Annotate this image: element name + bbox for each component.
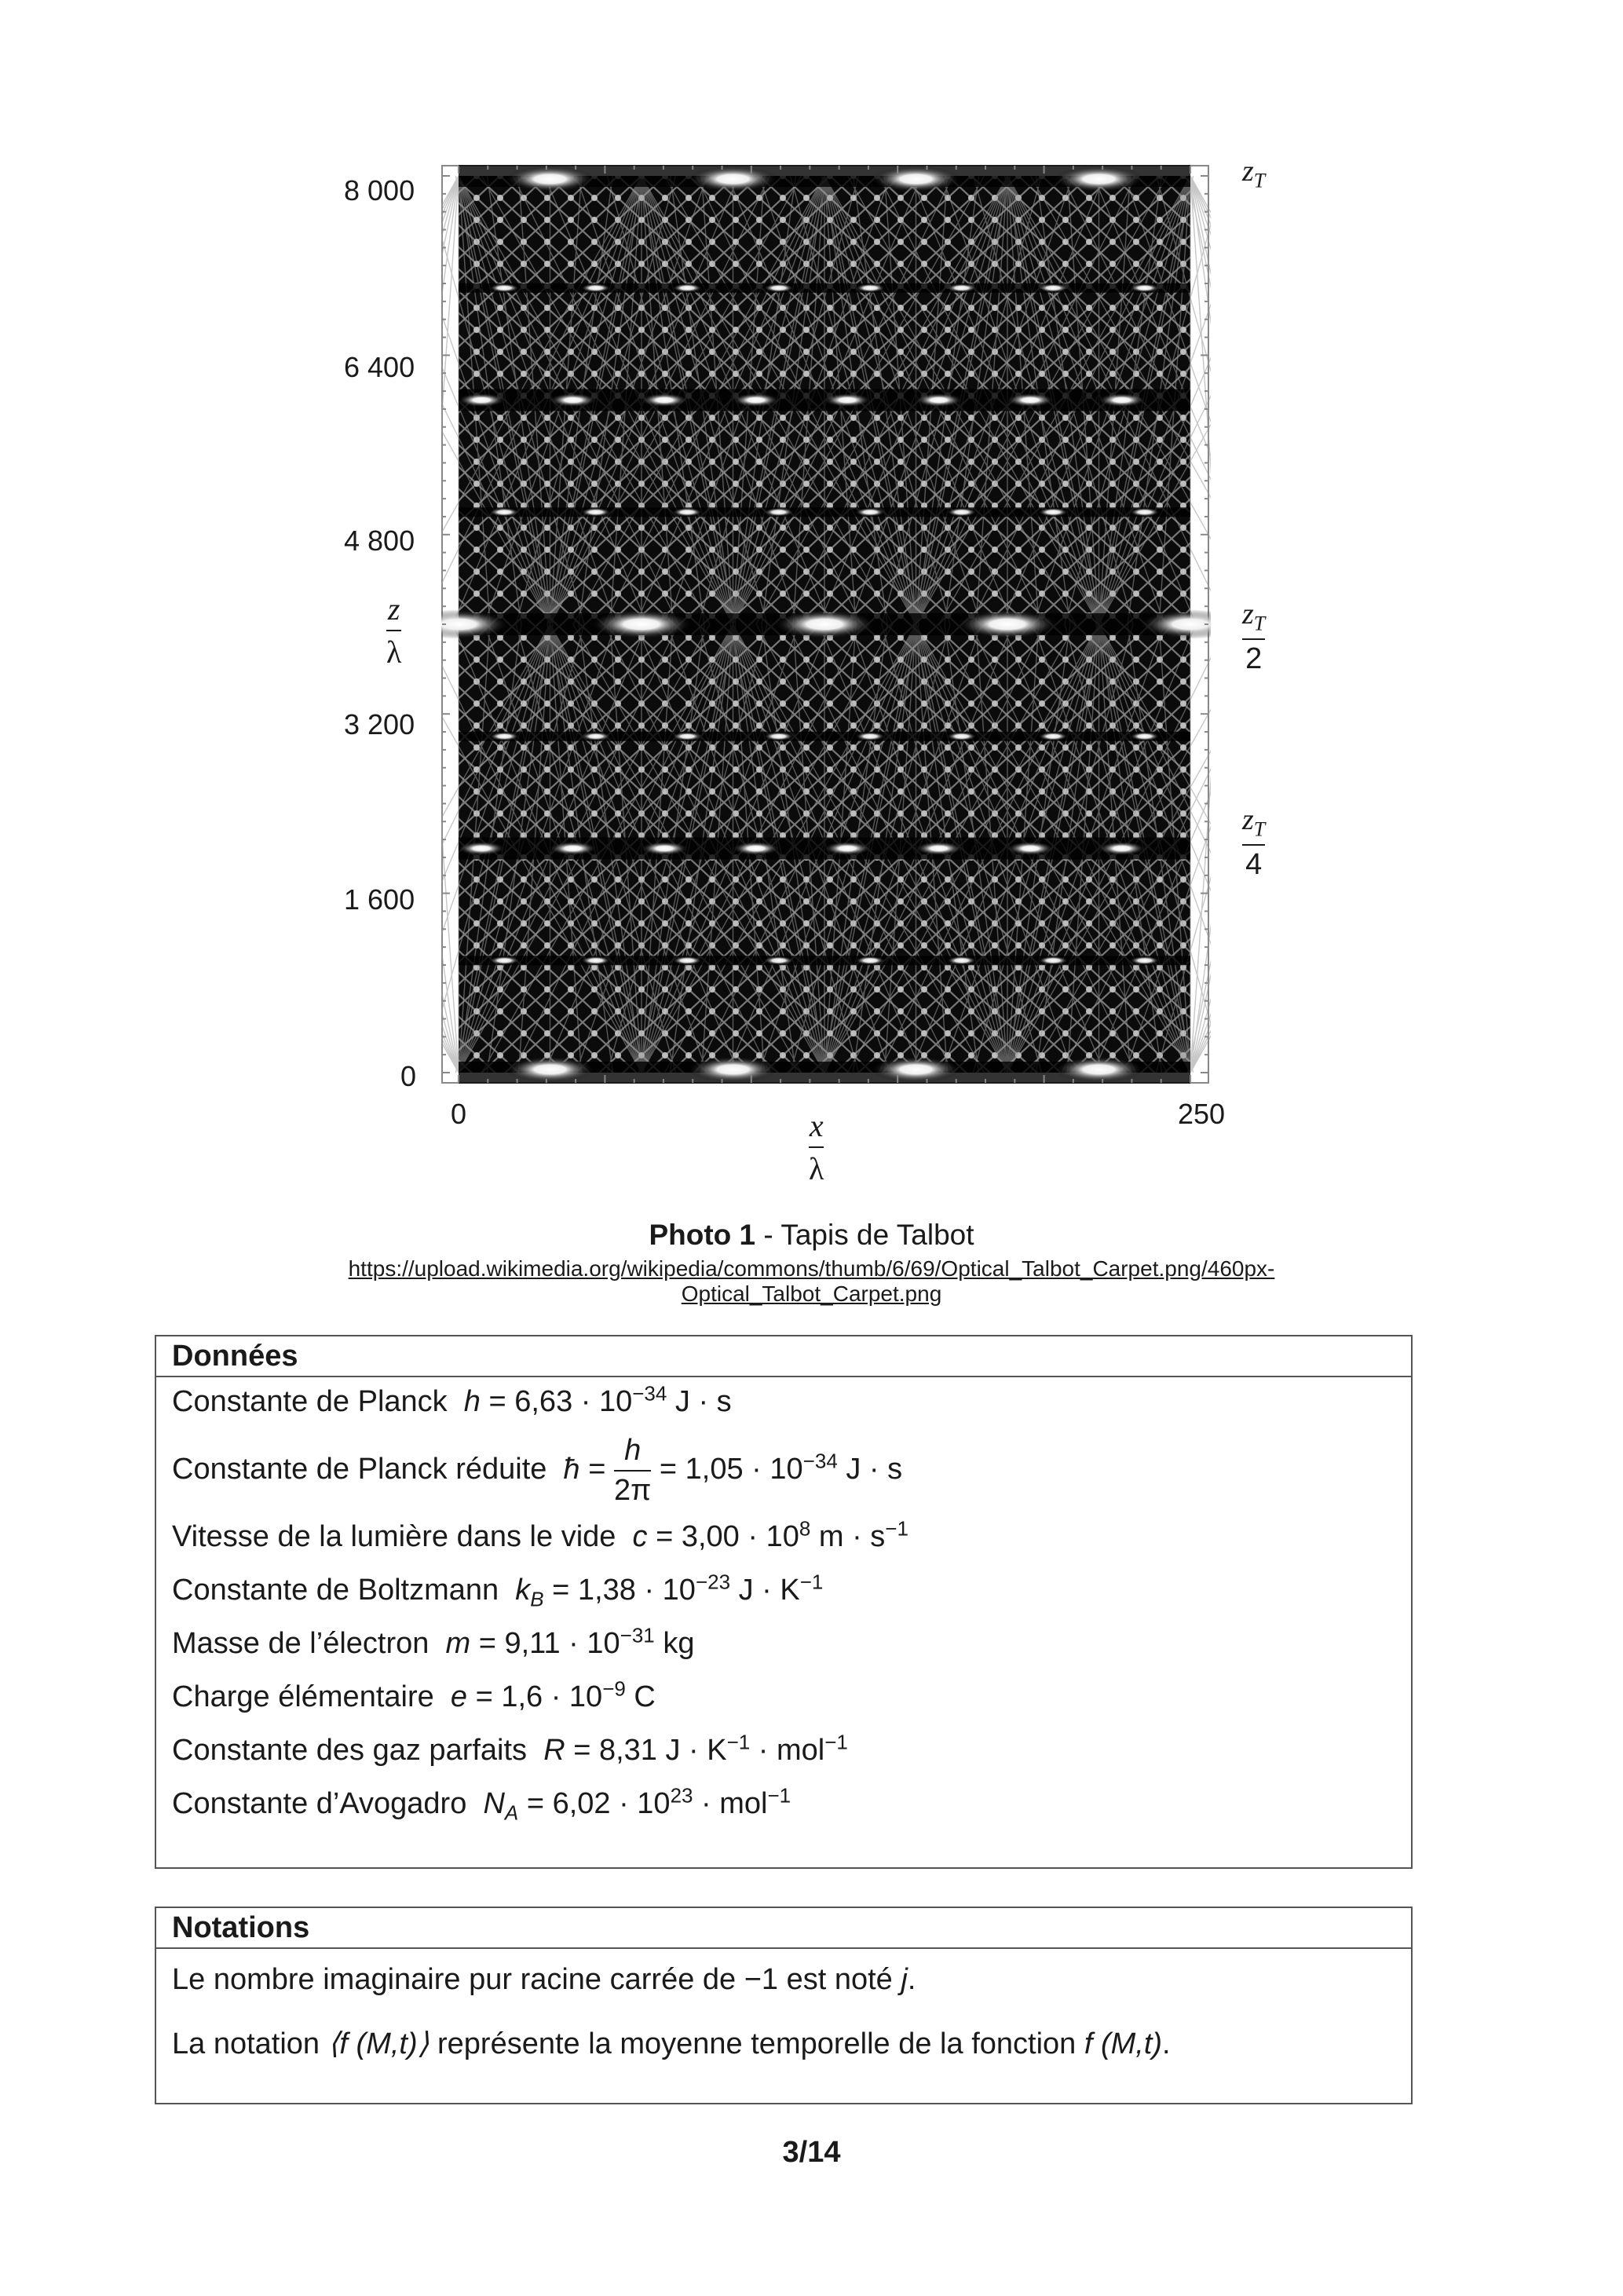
label-zt-quarter: $\frac{z_T}{4}$ xyxy=(1242,803,1266,881)
y-tick-3200: 3 200 xyxy=(344,708,415,740)
y-tick-4800: 4 800 xyxy=(344,525,415,557)
constant-planck-reduced: Constante de Planck réduite ħ = $\frac{h}{2\pi}$ = $1,05 \cdot 10^{-34}$ J · s xyxy=(172,1434,903,1507)
x-axis-label: $\frac{x}{\lambda}$ xyxy=(809,1108,824,1186)
page-number: 3/14 xyxy=(782,2136,841,2169)
y-tick-6400: 6 400 xyxy=(344,351,415,383)
constant-planck: Constante de Planck $h = 6,63 \cdot 10^{-34}$ J · s xyxy=(172,1381,732,1418)
donnees-title: Données xyxy=(156,1336,1411,1377)
constant-electron-mass: Masse de l’électron $m = 9,11 \cdot 10^{-31}$ kg xyxy=(172,1623,695,1660)
x-tick-0: 0 xyxy=(451,1098,467,1130)
constant-avogadro: Constante d’Avogadro $N_A = 6,02 \cdot 10^{23} \cdot mol^{-1}$ xyxy=(172,1783,791,1825)
x-tick-250: 250 xyxy=(1178,1098,1226,1130)
notations-box xyxy=(155,1907,1413,2104)
photo-caption: Photo 1 - Tapis de Talbot xyxy=(649,1219,974,1251)
constant-light-speed: Vitesse de la lumière dans le vide $c = 3,00 \cdot 10^8$ $m \cdot s^{-1}$ xyxy=(172,1516,908,1553)
donnees-box xyxy=(155,1335,1413,1869)
notation-time-average: La notation ⟨f (M,t)⟩ représente la moyenne temporelle de la fonction f (M,t). xyxy=(172,2027,1171,2060)
constant-elementary-charge: Charge élémentaire $e = 1,6 \cdot 10^{-9}$ C xyxy=(172,1676,656,1713)
y-tick-1600: 1 600 xyxy=(344,883,415,916)
label-zt: $z_T$ xyxy=(1242,155,1266,192)
y-axis-label: $\frac{z}{\lambda}$ xyxy=(386,591,402,670)
talbot-carpet-plot xyxy=(441,165,1211,1085)
label-zt-half: $\frac{z_T}{2}$ xyxy=(1242,598,1266,675)
y-tick-0: 0 xyxy=(400,1060,417,1092)
notation-imaginary: Le nombre imaginaire pur racine carrée de −1 est noté j. xyxy=(172,1963,916,1996)
constant-boltzmann: Constante de Boltzmann $k_B = 1,38 \cdot 10^{-23}$ $J \cdot K^{-1}$ xyxy=(172,1570,824,1611)
carpet-image xyxy=(441,165,1211,1084)
constant-gas: Constante des gaz parfaits R = 8,31 $J \cdot K^{-1} \cdot mol^{-1}$ xyxy=(172,1730,848,1767)
y-tick-8000: 8 000 xyxy=(344,174,415,207)
notations-title: Notations xyxy=(156,1908,1411,1949)
source-url[interactable]: https://upload.wikimedia.org/wikipedia/commons/thumb/6/69/Optical_Talbot_Carpet.png/460px- Optical_Talbot_Carpet.png xyxy=(348,1256,1275,1306)
